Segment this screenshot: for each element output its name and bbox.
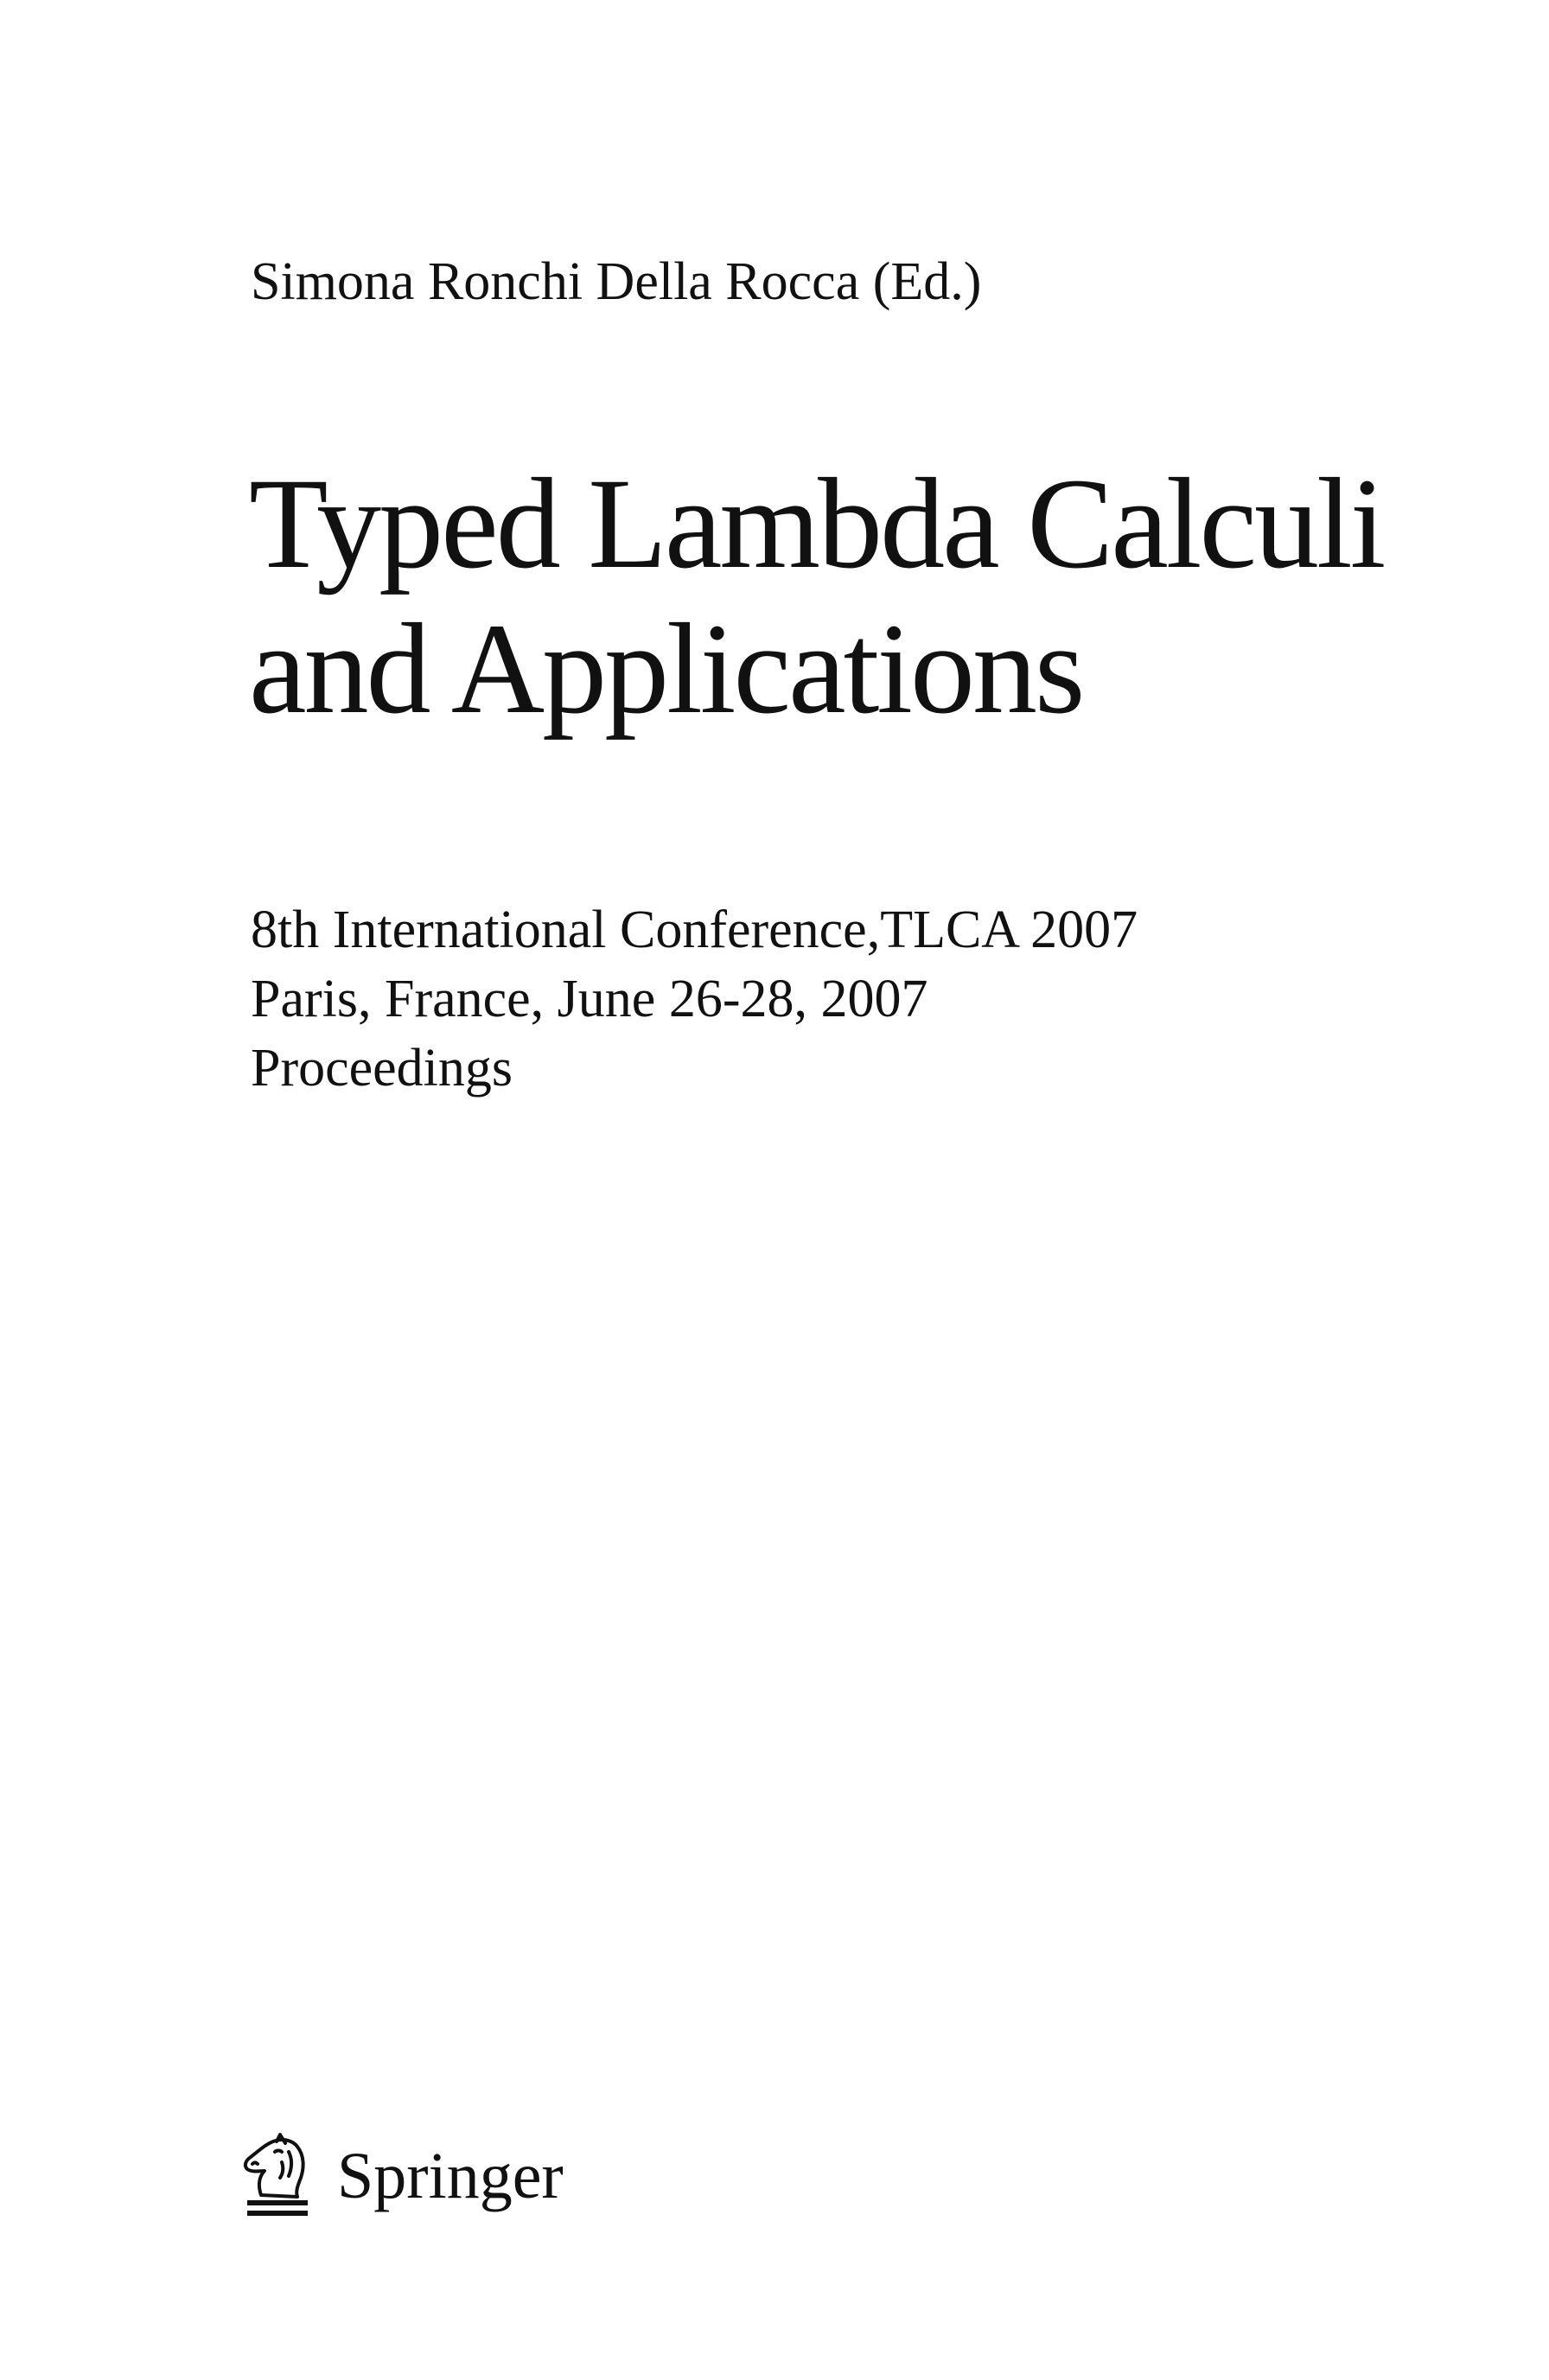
proceedings-label: Proceedings — [251, 1039, 513, 1098]
book-title-line-1: Typed Lambda Calculi — [249, 452, 1384, 595]
conference-subtitle — [251, 895, 1138, 1103]
book-title-line-2: and Applications — [249, 597, 1083, 741]
conference-name: 8th International Conference,TLCA 2007 — [251, 900, 1138, 959]
chess-knight-icon — [235, 2133, 318, 2219]
conference-location-date: Paris, France, June 26-28, 2007 — [251, 970, 928, 1028]
book-title — [249, 451, 1383, 741]
editor-name: Simona Ronchi Della Rocca (Ed.) — [251, 252, 982, 311]
publisher-imprint — [235, 2133, 564, 2219]
publisher-name: Springer — [337, 2140, 564, 2212]
